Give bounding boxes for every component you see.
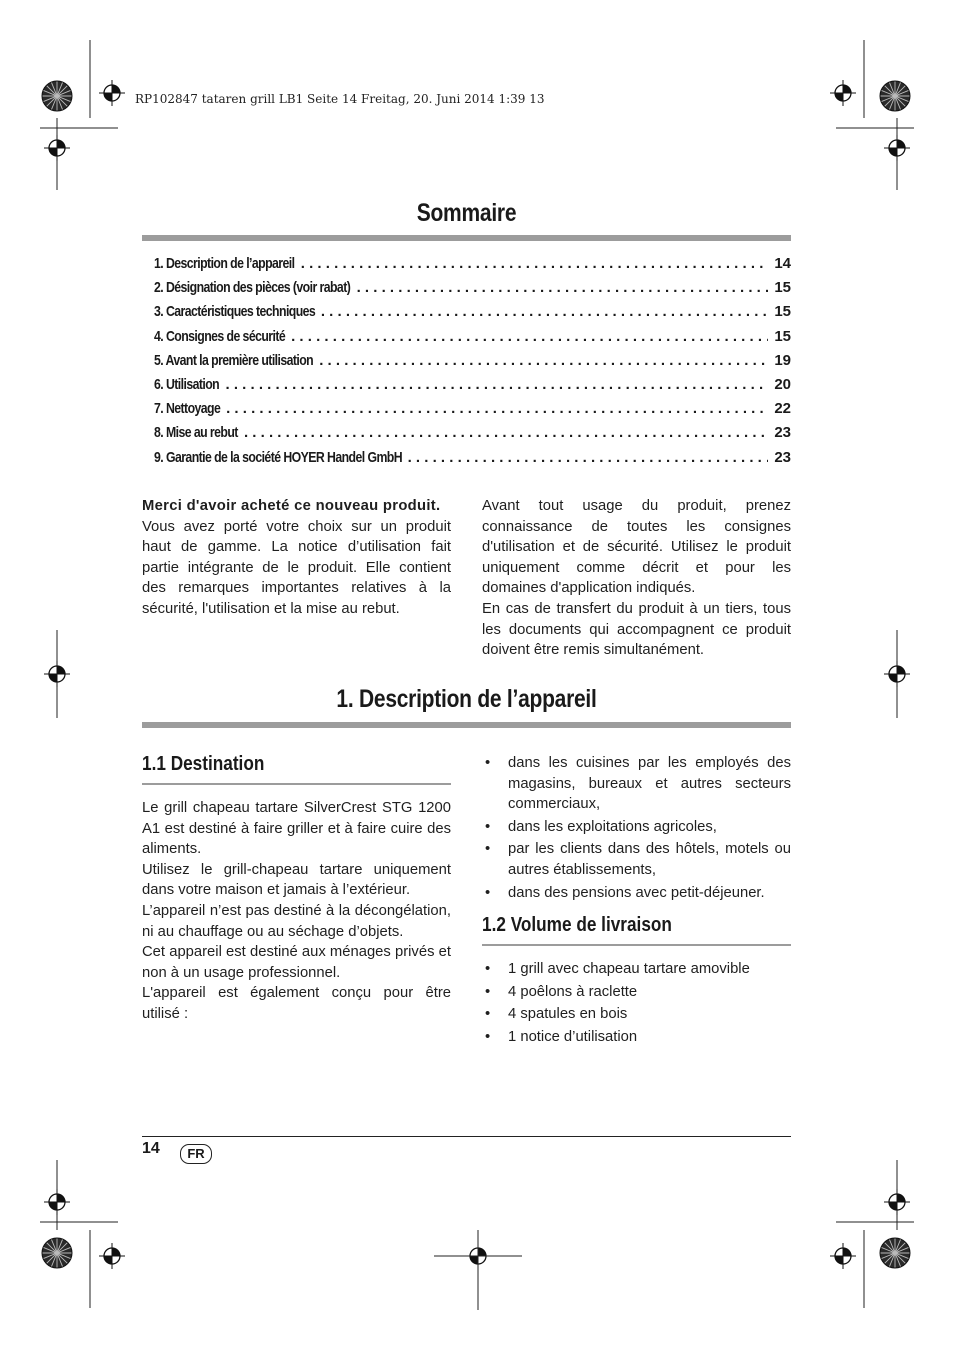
toc-leader <box>244 424 768 441</box>
toc-label: 3. Caractéristiques techniques <box>154 303 316 321</box>
toc-label: 2. Désignation des pièces (voir rabat) <box>154 279 351 297</box>
toc-leader <box>321 303 769 320</box>
toc-row[interactable] <box>154 449 791 473</box>
page-number: 14 <box>142 1140 160 1157</box>
toc-page: 20 <box>774 375 791 393</box>
toc-page: 15 <box>774 327 791 345</box>
toc-leader <box>226 400 768 417</box>
title-rule <box>142 235 791 241</box>
toc-row[interactable] <box>154 279 791 303</box>
intro-right-column <box>482 496 791 661</box>
toc-leader <box>319 352 768 369</box>
toc-page: 15 <box>774 303 791 321</box>
toc-label: 4. Consignes de sécurité <box>154 327 286 345</box>
list-item: • 1 grill avec chapeau tartare amovible <box>482 959 791 980</box>
section-rule <box>142 722 791 728</box>
intro-lead: Merci d'avoir acheté ce nouveau produit. <box>142 498 441 514</box>
list-item: • par les clients dans des hôtels, motels ou autres établissements, <box>482 839 791 880</box>
toc-leader <box>301 255 769 272</box>
toc-row[interactable] <box>154 352 791 376</box>
toc-row[interactable] <box>154 400 791 424</box>
language-badge: FR <box>180 1144 212 1164</box>
list-item: • dans les cuisines par les employés des magasins, bureaux et autres secteurs commerciaux, <box>482 753 791 815</box>
toc-row[interactable] <box>154 424 791 448</box>
print-header: RP102847 tataren grill LB1 Seite 14 Freitag, 20. Juni 2014 1:39 13 <box>135 92 545 106</box>
destination-text <box>142 798 451 1025</box>
delivery-list <box>482 959 791 1047</box>
section-title: 1. Description de l’appareil <box>336 685 597 713</box>
subsection-heading: 1.2 Volume de livraison <box>482 914 672 936</box>
toc-label: 1. Description de l’appareil <box>154 255 295 272</box>
toc-page: 19 <box>774 351 791 369</box>
paragraph: Utilisez le grill-chapeau tartare uniquement dans votre maison et jamais à l’extérieur. <box>142 861 451 899</box>
toc-row[interactable] <box>154 255 791 279</box>
paragraph: L'appareil est également conçu pour être utilisé : <box>142 985 451 1022</box>
intro-left-column <box>142 496 451 620</box>
intro-text: Avant tout usage du produit, prenez connaissance de toutes les consignes d'utilisation et de sécurité. Utilisez le produit uniquement comme décrit et pour les domaines d'application indiqués. <box>482 498 791 597</box>
list-item: • 4 poêlons à raclette <box>482 982 791 1003</box>
toc-page: 22 <box>774 400 791 418</box>
list-item: • 4 spatules en bois <box>482 1004 791 1025</box>
toc-title: Sommaire <box>416 199 517 227</box>
toc-leader <box>226 376 769 393</box>
destination-bullets <box>482 753 791 903</box>
toc-label: 8. Mise au rebut <box>154 424 238 442</box>
toc-row[interactable] <box>154 328 791 352</box>
toc-page: 23 <box>774 448 791 466</box>
paragraph: Le grill chapeau tartare SilverCrest STG 1200 A1 est destiné à faire griller et à faire cuire des aliments. <box>142 800 451 858</box>
toc-page: 23 <box>774 424 791 442</box>
toc-page: 15 <box>774 279 791 297</box>
toc-page: 14 <box>774 255 791 272</box>
toc-label: 9. Garantie de la société HOYER Handel GmbH <box>154 448 403 466</box>
subsection-heading: 1.1 Destination <box>142 753 265 775</box>
toc-row[interactable] <box>154 376 791 400</box>
toc-row[interactable] <box>154 303 791 327</box>
toc-label: 6. Utilisation <box>154 375 220 393</box>
footer-rule <box>142 1136 791 1137</box>
subsection-rule <box>142 783 451 785</box>
toc-leader <box>291 328 768 345</box>
toc-label: 7. Nettoyage <box>154 400 221 418</box>
toc-label: 5. Avant la première utilisation <box>154 351 314 369</box>
intro-text: En cas de transfert du produit à un tiers, tous les documents qui accompagnent ce produit doivent être remis simultanément. <box>482 600 791 659</box>
subsection-rule <box>482 944 791 946</box>
toc-leader <box>357 279 769 296</box>
list-item: • dans les exploitations agricoles, <box>482 817 791 838</box>
list-item: • dans des pensions avec petit-déjeuner. <box>482 883 791 904</box>
table-of-contents <box>154 255 791 473</box>
list-item: • 1 notice d’utilisation <box>482 1027 791 1048</box>
paragraph: Cet appareil est destiné aux ménages privés et non à un usage professionnel. <box>142 944 451 981</box>
toc-leader <box>408 449 769 466</box>
intro-text: Vous avez porté votre choix sur un produit haut de gamme. La notice d’utilisation fait partie intégrante de le produit. Elle contient des remarques importantes relatives à la sécurité, l'utilisation et la mise au rebut. <box>142 518 451 617</box>
paragraph: L’appareil n’est pas destiné à la décongélation, ni au chauffage ou au séchage d’objets. <box>142 902 451 940</box>
